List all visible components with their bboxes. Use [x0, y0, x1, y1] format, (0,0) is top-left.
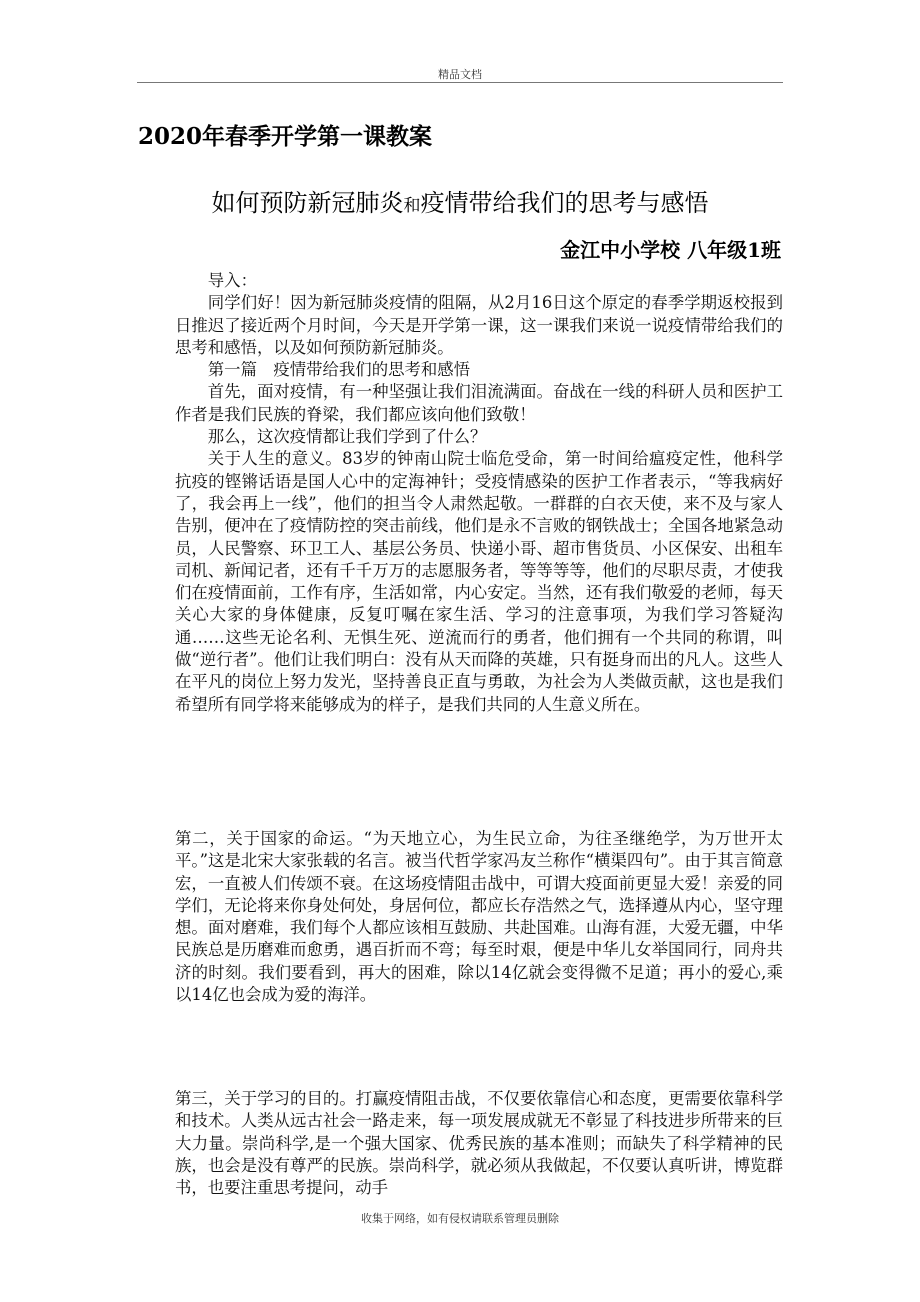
subtitle-part-1: 如何预防新冠肺炎: [211, 189, 404, 217]
document-subtitle: [0, 183, 920, 218]
section-heading: 第一篇 疫情带给我们的思考和感悟: [207, 360, 471, 380]
subtitle-conjunction: 和: [403, 196, 421, 216]
page-header: 精品文档: [438, 68, 482, 81]
life-meaning-paragraph: 关于人生的意义。83岁的钟南山院士临危受命，第一时间给瘟疫定性，他科学抗疫的铿锵话语是国人心中的定海神针；受疫情感染的医护工作者表示，“等我病好了，我会再上一线”，他们的担当令人肃然起敬。一群群的白衣天使，来不及与家人告别，便冲在了疫情防控的突击前线，他们是永不言败的钢铁战士；全国各地紧急动员，人民警察、环卫工人、基层公务员、快递小哥、超市售货员、小区保安、出租车司机、新闻记者，还有千千万万的志愿服务者，等等等等，他们的尽职尽责，才使我们在疫情面前，工作有序，生活如常，内心安定。当然，还有我们敬爱的老师，每天关心大家的身体健康，反复叮嘱在家生活、学习的注意事项，为我们学习答疑沟通……这些无论名利、无惧生死、逆流而行的勇者，他们拥有一个共同的称谓，叫做“逆行者”。他们让我们明白：没有从天而降的英雄，只有挺身而出的凡人。这些人在平凡的岗位上努力发光，坚持善良正直与勇敢，为社会为人类做贡献，这也是我们希望所有同学将来能够成为的样子，是我们共同的人生意义所在。: [175, 449, 783, 714]
section-two-block: [175, 828, 783, 1006]
intro-paragraph: 同学们好！因为新冠肺炎疫情的阻隔，从2月16日这个原定的春季学期返校报到日推迟了接近两个月时间，今天是开学第一课，这一课我们来说一说疫情带给我们的思考和感悟，以及如何预防新冠肺炎。: [175, 293, 783, 357]
body-paragraph: 首先，面对疫情，有一种坚强让我们泪流满面。奋战在一线的科研人员和医护工作者是我们民族的脊梁，我们都应该向他们致敬！: [175, 382, 783, 424]
intro-heading: 导入：: [207, 271, 257, 290]
header-divider: [137, 82, 783, 83]
section-three-block: [175, 1088, 783, 1199]
body-paragraph: 那么，这次疫情都让我们学到了什么？: [207, 427, 487, 447]
section-two-paragraph: 第二，关于国家的命运。“为天地立心，为生民立命，为往圣继绝学，为万世开太平。”这是北宋大家张载的名言。被当代哲学家冯友兰称作“横渠四句”。由于其言简意宏，一直被人们传颂不衰。在这场疫情阻击战中，可谓大疫面前更显大爱！亲爱的同学们，无论将来你身处何处，身居何位，都应长存浩然之气，选择遵从内心，坚守理想。面对磨难，我们每个人都应该相互鼓励、共赴国难。山海有涯，大爱无疆，中华民族总是历磨难而愈勇，遇百折而不弯；每至时艰，便是中华儿女举国同行，同舟共济的时刻。我们要看到，再大的困难，除以14亿就会变得微不足道；再小的爱心,乘以14亿也会成为爱的海洋。: [175, 829, 783, 1005]
section-three-paragraph: 第三，关于学习的目的。打赢疫情阻击战，不仅要依靠信心和态度，更需要依靠科学和技术。人类从远古社会一路走来，每一项发展成就无不彰显了科技进步所带来的巨大力量。崇尚科学,是一个强大国家、优秀民族的基本准则；而缺失了科学精神的民族，也会是没有尊严的民族。崇尚科学，就必须从我做起，不仅要认真听讲，博览群书，也要注重思考提问，动手: [175, 1089, 783, 1198]
subtitle-part-2: 疫情带给我们的思考与感悟: [420, 189, 709, 217]
page-footer: 收集于网络，如有侵权请联系管理员删除: [361, 1212, 559, 1225]
document-title: 2020年春季开学第一课教案: [138, 123, 433, 150]
school-class-label: 金江中小学校 八年级1班: [560, 238, 781, 262]
document-body: [175, 270, 783, 716]
